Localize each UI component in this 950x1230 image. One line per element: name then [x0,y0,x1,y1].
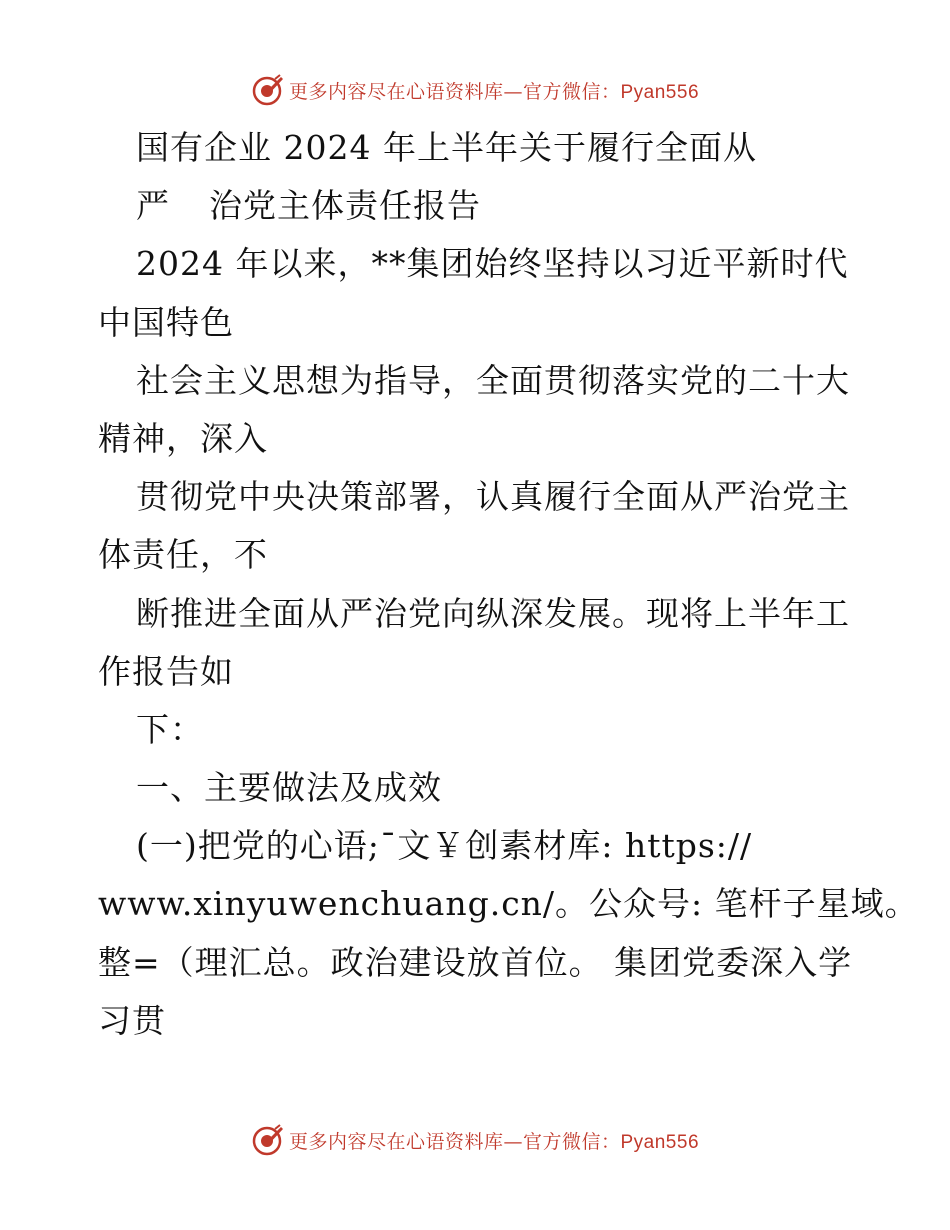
quill-seal-logo-icon [251,1123,285,1157]
body-line: 中国特色 [98,302,234,342]
header-watermark [0,70,950,110]
body-line: 社会主义思想为指导，全面贯彻落实党的二十大 [136,360,850,400]
body-line: www.xinyuwenchuang.cn/。公众号: 笔杆子星域。 [98,884,919,924]
body-line: 下： [136,709,204,749]
body-line: 精神，深入 [98,418,268,458]
quill-seal-logo-icon [251,73,285,107]
body-line: 作报告如 [98,651,234,691]
watermark-wechat-id: Pyan556 [620,1131,700,1153]
body-line: 2024 年以来，**集团始终坚持以习近平新时代 [136,244,849,284]
watermark-text [289,77,699,104]
body-line: 整=（理汇总。政治建设放首位。 集团党委深入学 [98,942,853,982]
watermark-label: 更多内容尽在心语资料库—官方微信： [288,1130,621,1153]
body-line: 断推进全面从严治党向纵深发展。现将上半年工 [136,593,850,633]
title-line-1: 国有企业 2024 年上半年关于履行全面从 [136,128,757,167]
body-line: 贯彻党中央决策部署，认真履行全面从严治党主 [136,477,850,517]
watermark-label: 更多内容尽在心语资料库—官方微信： [288,80,621,103]
document-body [98,119,919,1050]
footer-watermark [0,1120,950,1160]
watermark-wechat-id: Pyan556 [620,81,700,103]
subsection-heading: (一)把党的心语;¯文￥创素材库: https:// [136,826,753,866]
section-heading: 一、主要做法及成效 [136,768,442,808]
watermark-text [289,1127,699,1154]
title-line-2: 严 治党主体责任报告 [136,186,481,226]
body-line: 习贯 [98,1000,166,1040]
body-line: 体责任，不 [98,535,268,575]
